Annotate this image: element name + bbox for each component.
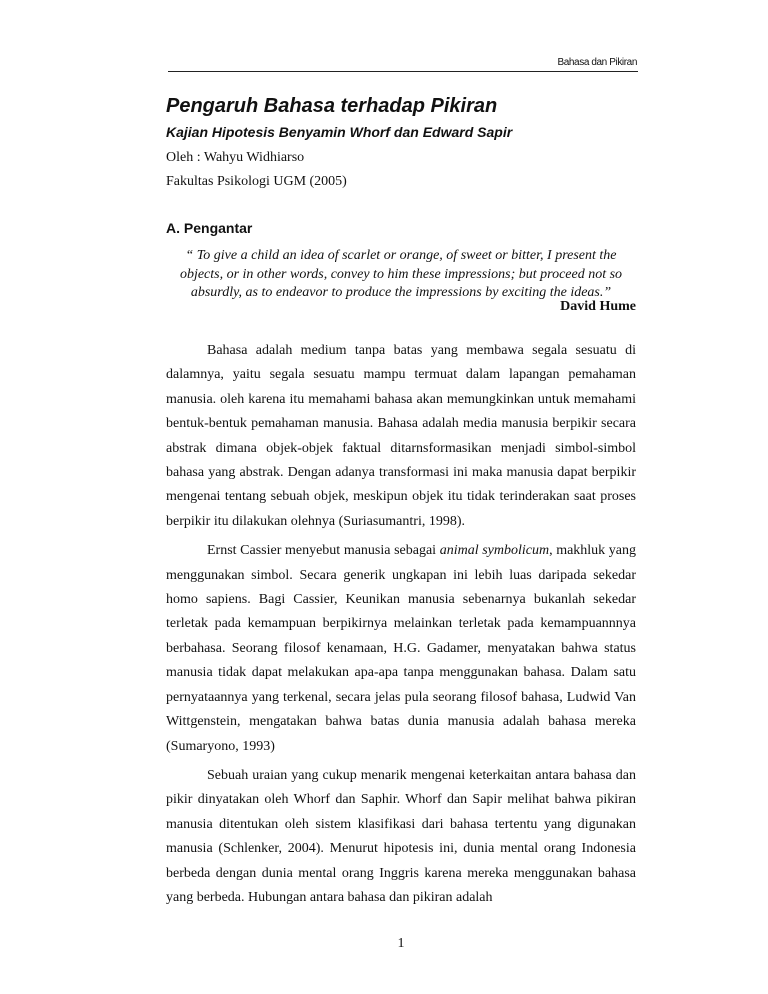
affiliation-line: Fakultas Psikologi UGM (2005) — [166, 174, 347, 189]
running-head: Bahasa dan Pikiran — [557, 57, 637, 68]
emphasis-term: animal symbolicum — [439, 543, 550, 559]
body-text — [166, 339, 636, 915]
section-heading: A. Pengantar — [166, 220, 253, 236]
paragraph: Sebuah uraian yang cukup menarik mengenai keterkaitan antara bahasa dan pikir dinyatakan oleh Whorf dan Saphir. Whorf dan Sapir melihat bahwa pikiran manusia ditentukan oleh sistem klasifikasi dari bahasa tertentu yang digunakan manusia (Schlenker, 2004). Menurut hipotesis ini, dunia mental orang Indonesia berbeda dengan dunia mental orang Inggris karena mereka menggunakan bahasa yang berbeda. Hubungan antara bahasa dan pikiran adalah — [166, 767, 636, 905]
page-number: 1 — [397, 936, 405, 951]
document-title: Pengaruh Bahasa terhadap Pikiran — [166, 95, 498, 117]
paragraph: Bahasa adalah medium tanpa batas yang membawa segala sesuatu di dalamnya, yaitu segala sesuatu mampu termuat dalam lapangan pemahaman manusia. oleh karena itu memahami bahasa akan memungkinkan untuk memahami bentuk-bentuk pemahaman manusia. Bahasa adalah media manusia berpikir secara abstrak dimana objek-objek faktual ditarnsformasikan menjadi simbol-simbol bahasa yang abstrak. Dengan adanya transformasi ini maka manusia dapat berpikir mengenai tentang sebuah objek, meskipun objek itu tidak terinderakan saat proses berpikir itu dilakukan olehnya (Suriasumantri, 1998). — [166, 343, 636, 529]
quote-attribution: David Hume — [560, 299, 636, 314]
paragraph-text: , makhluk yang menggunakan simbol. Secara generik ungkapan ini lebih luas daripada sekedar homo sapiens. Bagi Cassier, Keunikan manusia sebenarnya bukanlah sekedar terletak pada kemampuan berpikirnya melainkan terletak pada kemampuannnya berbahasa. Seorang filosof kenamaan, H.G. Gadamer, menyatakan bahwa status manusia tidak dapat melakukan apa-apa tanpa menggunakan bahasa. Dalam satu pernyataannya yang terkenal, secara jelas pula seorang filosof bahasa, Ludwid Van Wittgenstein, mengatakan bahwa batas dunia manusia adalah bahasa mereka (Sumaryono, 1993) — [166, 543, 637, 754]
paragraph-text: Ernst Cassier menyebut manusia sebagai — [207, 543, 440, 559]
document-subtitle: Kajian Hipotesis Benyamin Whorf dan Edward Sapir — [166, 124, 513, 140]
epigraph-quote: “ To give a child an idea of scarlet or orange, of sweet or bitter, I present the objects, or in other words, convey to him these impressions; but proceed not so absurdly, as to endeavor to produce the impressions by exciting the ideas.” — [179, 248, 623, 300]
author-line: Oleh : Wahyu Widhiarso — [166, 150, 305, 165]
paragraph — [166, 539, 636, 759]
header-rule — [168, 71, 638, 72]
